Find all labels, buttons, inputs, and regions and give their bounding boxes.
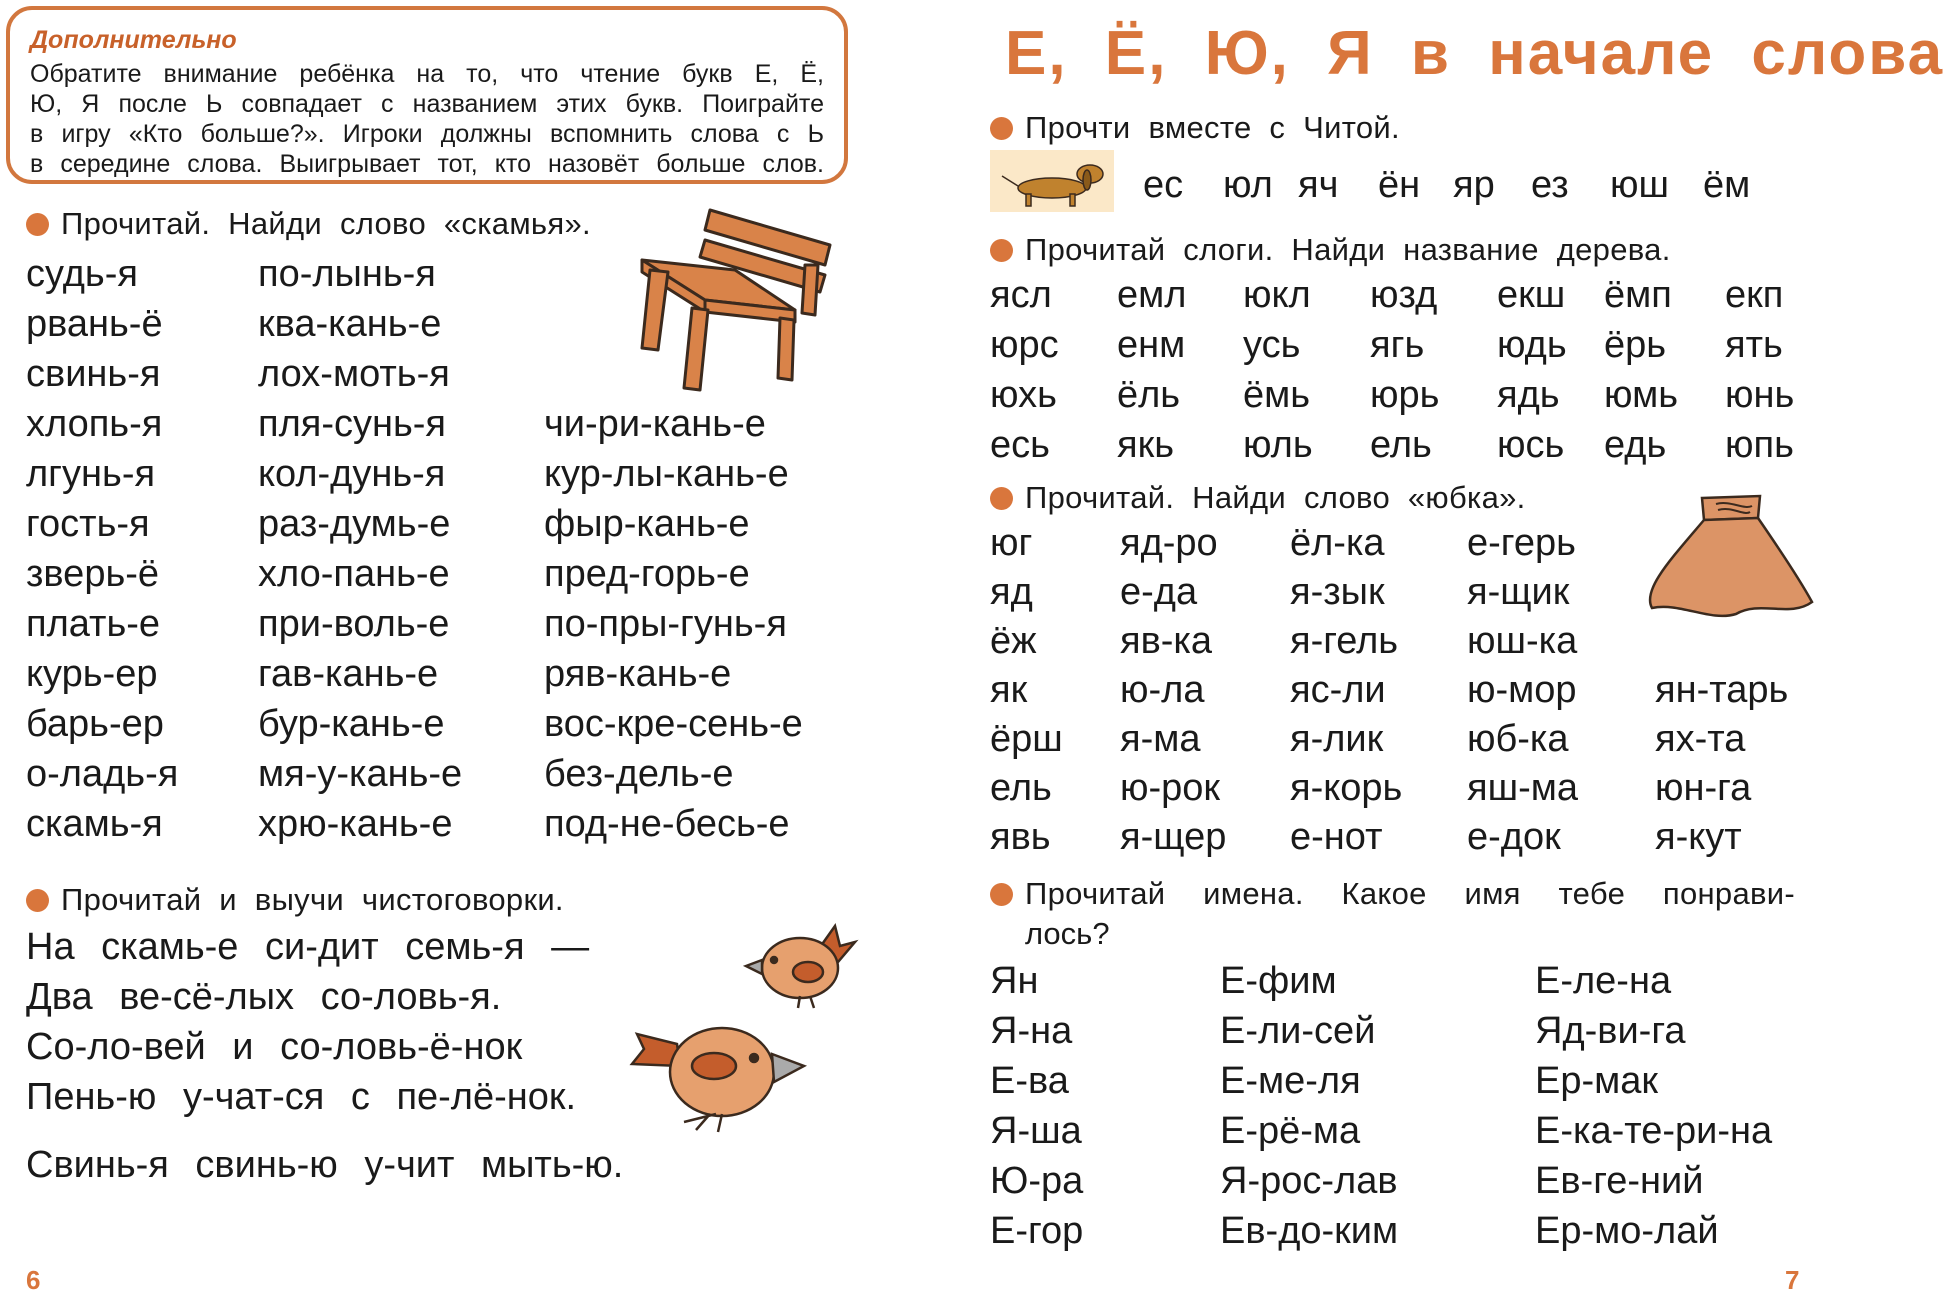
word-item: фыр-кань-е	[544, 503, 750, 545]
syllable-item: ём	[1703, 164, 1751, 206]
word-item: курь-ер	[26, 653, 158, 695]
syllable-item: яр	[1453, 164, 1495, 206]
word-item: юб-ка	[1467, 718, 1569, 760]
task-text: Прочти вместе с Читой.	[1025, 110, 1400, 145]
word-item: хрю-кань-е	[258, 803, 453, 845]
syllable-item: ес	[1143, 164, 1184, 206]
syllable-item: ядь	[1497, 374, 1560, 416]
task-text: Прочитай имена. Какое имя тебе понрави-	[1025, 876, 1795, 911]
note-line: Обратите внимание ребёнка на то, что чтение букв Е, Ё,	[30, 60, 824, 88]
word-item: е-герь	[1467, 522, 1576, 564]
note-line: в середине слова. Выигрывает тот, кто назовёт больше слов.	[30, 150, 824, 178]
word-item: лох-моть-я	[258, 353, 450, 395]
word-item: по-лынь-я	[258, 253, 436, 295]
word-item: юн-га	[1655, 767, 1752, 809]
word-item: яд-ро	[1120, 522, 1218, 564]
bullet-icon	[990, 487, 1013, 510]
word-item: ёрш	[990, 718, 1063, 760]
bullet-icon	[990, 883, 1013, 906]
word-item: мя-у-кань-е	[258, 753, 463, 795]
word-item: я-корь	[1290, 767, 1403, 809]
word-item: свинь-я	[26, 353, 161, 395]
page-title: Е, Ё, Ю, Я в начале слова	[1005, 19, 1944, 88]
page-number: 7	[1785, 1265, 1800, 1295]
syllable-item: юль	[1243, 424, 1313, 466]
syllable-item: ёрь	[1604, 324, 1667, 366]
name-item: Е-ле-на	[1535, 960, 1672, 1002]
word-item: по-пры-гунь-я	[544, 603, 787, 645]
word-item: ю-ла	[1120, 669, 1205, 711]
name-item: Е-ме-ля	[1220, 1060, 1361, 1102]
task-text: Прочитай. Найди слово «скамья».	[61, 206, 591, 241]
page-number: 6	[26, 1265, 41, 1295]
word-item: гость-я	[26, 503, 150, 545]
syllable-item: едь	[1604, 424, 1667, 466]
word-item: ёл-ка	[1290, 522, 1385, 564]
syllable-item: ён	[1378, 164, 1421, 206]
syllable-item: усь	[1243, 324, 1301, 366]
syllable-item: емл	[1117, 274, 1187, 316]
word-item: юг	[990, 522, 1033, 564]
word-item: я-щик	[1467, 571, 1570, 613]
word-column-3	[544, 402, 803, 852]
syllable-item: юл	[1223, 164, 1273, 206]
left-page	[0, 0, 872, 1296]
syllable-item: екш	[1497, 274, 1566, 316]
word-item: яв-ка	[1120, 620, 1213, 662]
syllable-item: ёль	[1117, 374, 1181, 416]
skirt-icon	[1640, 490, 1816, 622]
word-item: ель	[990, 767, 1052, 809]
word-item: вос-кре-сень-е	[544, 703, 803, 745]
name-item: Е-рё-ма	[1220, 1110, 1361, 1152]
word-item: под-не-бесь-е	[544, 803, 790, 845]
name-item: Е-ва	[990, 1060, 1069, 1102]
name-item: Е-ли-сей	[1220, 1010, 1376, 1052]
bullet-icon	[990, 117, 1013, 140]
name-item: Я-ша	[990, 1110, 1082, 1152]
bullet-icon	[26, 213, 49, 236]
name-item: Е-фим	[1220, 960, 1337, 1002]
syllable-item: юрь	[1370, 374, 1440, 416]
word-item: я-кут	[1655, 816, 1742, 858]
word-item: е-док	[1467, 816, 1561, 858]
word-item: ква-кань-е	[258, 303, 442, 345]
word-item: ян-тарь	[1655, 669, 1789, 711]
word-item: я-ма	[1120, 718, 1201, 760]
syllable-item: ёмь	[1243, 374, 1311, 416]
syllable-item: юпь	[1725, 424, 1794, 466]
word-column-2	[258, 252, 462, 852]
syllable-item: юхь	[990, 374, 1057, 416]
name-item: Е-гор	[990, 1210, 1084, 1252]
syllable-item: енм	[1117, 324, 1186, 366]
word-item: без-дель-е	[544, 753, 734, 795]
name-item: Ер-мак	[1535, 1060, 1659, 1102]
word-item: о-ладь-я	[26, 753, 179, 795]
syllable-item: есь	[990, 424, 1050, 466]
note-title: Дополнительно	[30, 26, 237, 54]
word-item: як	[990, 669, 1028, 711]
bench-icon	[630, 200, 840, 390]
task-text: лось?	[1025, 916, 1110, 951]
task-text: Прочитай и выучи чистоговорки.	[61, 882, 564, 917]
name-item: Я-на	[990, 1010, 1073, 1052]
word-item: гав-кань-е	[258, 653, 439, 695]
syllable-item: юзд	[1370, 274, 1438, 316]
word-item: ях-та	[1655, 718, 1746, 760]
word-item: я-зык	[1290, 571, 1385, 613]
word-item: ряв-кань-е	[544, 653, 732, 695]
word-item: яс-ли	[1290, 669, 1386, 711]
word-item: я-щер	[1120, 816, 1227, 858]
word-item: рвань-ё	[26, 303, 163, 345]
word-item: ю-рок	[1120, 767, 1221, 809]
word-item: лгунь-я	[26, 453, 156, 495]
word-item: яш-ма	[1467, 767, 1578, 809]
word-column-1	[26, 252, 178, 852]
bullet-icon	[26, 889, 49, 912]
tongue-twister-line: Свинь-я свинь-ю у-чит мыть-ю.	[26, 1144, 624, 1186]
word-item: хлопь-я	[26, 403, 163, 445]
word-item: барь-ер	[26, 703, 164, 745]
bird-icon	[632, 994, 812, 1134]
syllable-item: якь	[1117, 424, 1174, 466]
name-item: Ю-ра	[990, 1160, 1084, 1202]
task-text: Прочитай слоги. Найди название дерева.	[1025, 232, 1671, 267]
note-line: в игру «Кто больше?». Игроки должны вспомнить слова с Ь	[30, 120, 824, 148]
task-heading	[26, 206, 591, 242]
word-item: юш-ка	[1467, 620, 1578, 662]
task-heading	[990, 110, 1400, 146]
word-item: раз-думь-е	[258, 503, 451, 545]
task-heading	[990, 232, 1671, 268]
tongue-twister-line: Пень-ю у-чат-ся с пе-лё-нок.	[26, 1076, 577, 1118]
name-item: Ян	[990, 960, 1039, 1002]
task-heading	[26, 882, 564, 918]
name-item: Ев-до-ким	[1220, 1210, 1399, 1252]
name-item: Яд-ви-га	[1535, 1010, 1686, 1052]
dachshund-icon	[990, 150, 1114, 212]
syllable-item: юсь	[1497, 424, 1565, 466]
word-item: чи-ри-кань-е	[544, 403, 766, 445]
word-item: явь	[990, 816, 1051, 858]
syllable-item: юнь	[1725, 374, 1795, 416]
syllable-item: ель	[1370, 424, 1432, 466]
syllable-item: ез	[1531, 164, 1569, 206]
syllable-item: юкл	[1243, 274, 1311, 316]
syllable-item: яч	[1298, 164, 1339, 206]
word-item: бур-кань-е	[258, 703, 445, 745]
tongue-twister-line: На скамь-е си-дит семь-я —	[26, 926, 590, 968]
syllable-item: ять	[1725, 324, 1783, 366]
name-item: Ев-ге-ний	[1535, 1160, 1704, 1202]
task-text: Прочитай. Найди слово «юбка».	[1025, 480, 1526, 515]
tongue-twister-line: Со-ло-вей и со-ловь-ё-нок	[26, 1026, 523, 1068]
word-item: при-воль-е	[258, 603, 450, 645]
word-item: яд	[990, 571, 1033, 613]
word-item: судь-я	[26, 253, 138, 295]
word-item: скамь-я	[26, 803, 163, 845]
task-heading	[990, 480, 1526, 516]
syllable-item: ёмп	[1604, 274, 1672, 316]
word-item: е-нот	[1290, 816, 1383, 858]
word-item: ёж	[990, 620, 1037, 662]
task-heading	[990, 876, 1796, 912]
syllable-item: ягь	[1370, 324, 1425, 366]
name-item: Я-рос-лав	[1220, 1160, 1398, 1202]
word-item: кур-лы-кань-е	[544, 453, 789, 495]
word-item: хло-пань-е	[258, 553, 450, 595]
word-item: я-гель	[1290, 620, 1399, 662]
syllable-item: юмь	[1604, 374, 1678, 416]
note-line: Ю, Я после Ь совпадает с названием этих букв. Поиграйте	[30, 90, 824, 118]
syllable-item: юрс	[990, 324, 1059, 366]
bullet-icon	[990, 239, 1013, 262]
word-item: я-лик	[1290, 718, 1384, 760]
word-item: пля-сунь-я	[258, 403, 446, 445]
syllable-item: ясл	[990, 274, 1052, 316]
tongue-twister-line: Два ве-сё-лых со-ловь-я.	[26, 976, 502, 1018]
syllable-item: юдь	[1497, 324, 1567, 366]
word-item: е-да	[1120, 571, 1198, 613]
syllable-item: екп	[1725, 274, 1784, 316]
note-box	[6, 6, 848, 184]
name-item: Е-ка-те-ри-на	[1535, 1110, 1773, 1152]
name-item: Ер-мо-лай	[1535, 1210, 1719, 1252]
word-item: кол-дунь-я	[258, 453, 446, 495]
word-item: зверь-ё	[26, 553, 160, 595]
syllable-item: юш	[1610, 164, 1669, 206]
word-item: пред-горь-е	[544, 553, 750, 595]
word-item: ю-мор	[1467, 669, 1577, 711]
word-item: плать-е	[26, 603, 161, 645]
